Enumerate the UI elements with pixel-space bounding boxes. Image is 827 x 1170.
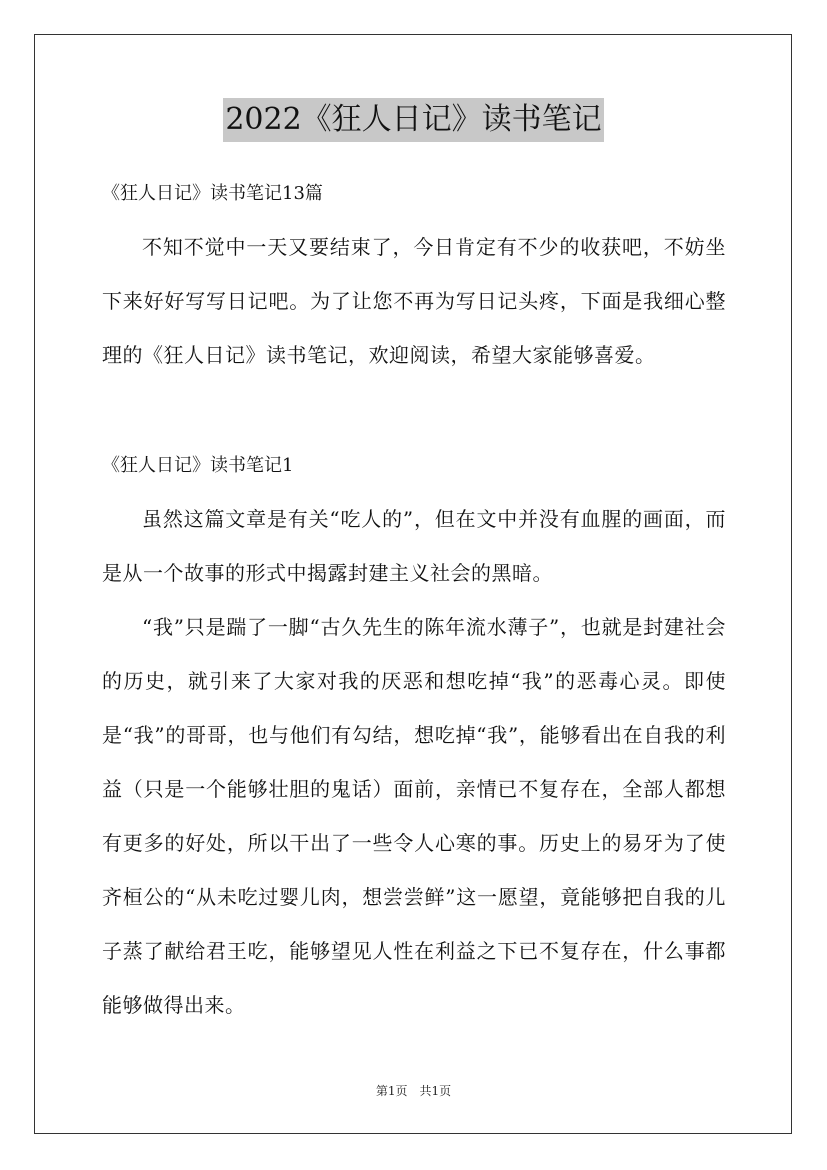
document-subtitle: 《狂人日记》读书笔记13篇 [102, 183, 323, 204]
title-container [0, 98, 827, 142]
intro-paragraph: 不知不觉中一天又要结束了，今日肯定有不少的收获吧，不妨坐下来好好写写日记吧。为了让您不再为写日记头疼，下面是我细心整理的《狂人日记》读书笔记，欢迎阅读，希望大家能够喜爱。 [102, 235, 726, 367]
page-number-footer: 第1页 共1页 [375, 1084, 452, 1098]
section-heading: 《狂人日记》读书笔记1 [102, 455, 294, 476]
body-paragraph-2: “我”只是踹了一脚“古久先生的陈年流水薄子”，也就是封建社会的历史，就引来了大家对我的厌恶和想吃掉“我”的恶毒心灵。即使是“我”的哥哥，也与他们有勾结，想吃掉“我”，能够看出在自我的利益（只是一个能够壮胆的鬼话）面前，亲情已不复存在，全部人都想有更多的好处，所以干出了一些令人心寒的事。历史上的易牙为了使齐桓公的“从未吃过婴儿肉，想尝尝鲜”这一愿望，竟能够把自我的儿子蒸了献给君王吃，能够望见人性在利益之下已不复存在，什么事都能够做得出来。 [102, 615, 726, 1017]
document-title: 2022《狂人日记》读书笔记 [223, 98, 603, 142]
body-paragraph-1: 虽然这篇文章是有关“吃人的”，但在文中并没有血腥的画面，而是从一个故事的形式中揭露封建主义社会的黑暗。 [102, 507, 726, 585]
